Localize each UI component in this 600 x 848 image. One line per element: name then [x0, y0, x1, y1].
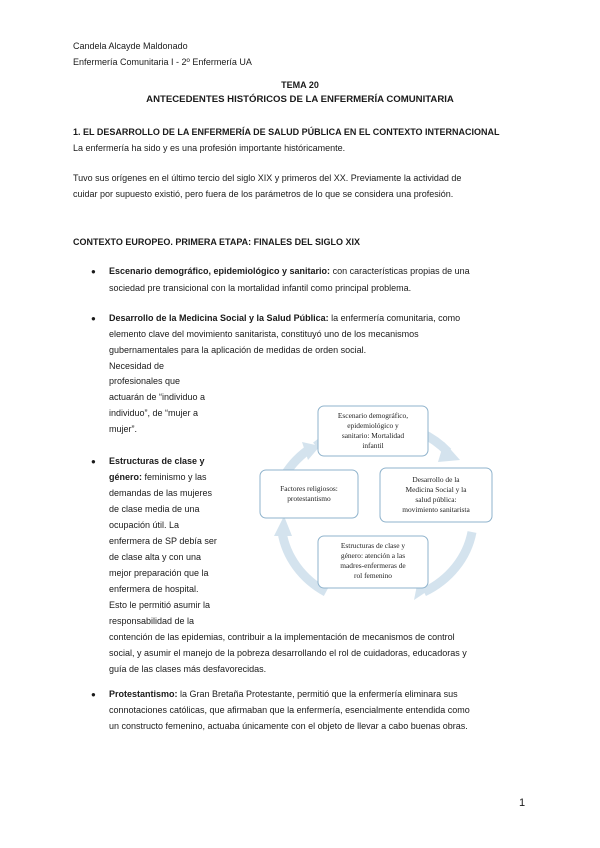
bullet-2-line-5: profesionales que: [109, 376, 181, 386]
bullet-3-line-6: enfermera de SP debía ser: [109, 536, 217, 546]
bullet-3-line-13: social, y asumir el manejo de la pobreza desarrollando el rol de cuidadoras, educadoras y: [109, 648, 467, 658]
section2-heading: CONTEXTO EUROPEO. PRIMERA ETAPA: FINALES DEL SIGLO XIX: [73, 237, 361, 247]
bullet-3-line-7: de clase alta y con una: [109, 552, 202, 562]
bullet-3-text-2: feminismo y las: [142, 472, 207, 482]
bullet-3-line-2: [109, 471, 207, 483]
bullet-4-term: Protestantismo:: [109, 689, 178, 699]
diagram-bottom-line-4: rol femenino: [354, 571, 392, 580]
bullet-3-line-10: Esto le permitió asumir la: [109, 600, 211, 610]
author-name: Candela Alcayde Maldonado: [73, 41, 188, 51]
diagram-left-line-1: Factores religiosos:: [280, 484, 338, 493]
diagram-bottom-line-2: género: atención a las: [340, 551, 406, 560]
diagram-top-line-3: sanitario: Mortalidad: [341, 431, 405, 440]
bullet-3-line-14: guía de las clases más desfavorecidas.: [109, 664, 267, 674]
bullet-2-line-2: elemento clave del movimiento sanitarista, constituyó uno de los mecanismos: [109, 329, 419, 339]
diagram-left-line-2: protestantismo: [287, 494, 331, 503]
diagram-right-line-3: salud pública:: [415, 495, 457, 504]
page-number: 1: [519, 797, 526, 809]
bullet-4-line-3: un constructo femenino, actuaba únicamente con el objeto de llevar a cabo buenas obras.: [109, 721, 468, 731]
diagram-right-line-2: Medicina Social y la: [405, 485, 467, 494]
bullet-2-line-1: [109, 312, 460, 324]
bullet-1-line-2: sociedad pre transicional con la mortalidad infantil como principal problema.: [109, 283, 412, 293]
bullet-3-line-11: responsabilidad de la: [109, 616, 195, 626]
diagram-top-line-2: epidemiológico y: [347, 421, 399, 430]
bullet-1-term: Escenario demográfico, epidemiológico y sanitario:: [109, 266, 331, 276]
diagram-box-left: [260, 470, 358, 518]
bullet-3-line-12: contención de las epidemias, contribuir a la implementación de mecanismos de control: [109, 632, 455, 642]
bullet-2-dot: ●: [91, 314, 96, 323]
bullet-3-line-9: enfermera de hospital.: [109, 584, 199, 594]
bullet-3-dot: ●: [91, 457, 96, 466]
diagram-bottom-line-1: Estructuras de clase y: [340, 541, 406, 550]
bullet-3-line-8: mejor preparación que la: [109, 568, 209, 578]
bullet-4-text: la Gran Bretaña Protestante, permitió que la enfermería eliminara sus: [177, 689, 458, 699]
bullet-3-line-5: ocupación útil. La: [109, 520, 180, 530]
diagram-top-line-4: infantil: [362, 441, 384, 450]
diagram-box-bottom: [318, 536, 428, 588]
bullet-3-term-line-1: Estructuras de clase y: [109, 456, 205, 466]
bullet-2-line-7: individuo”, de “mujer a: [109, 408, 199, 418]
bullet-2-line-3: gubernamentales para la aplicación de medidas de orden social.: [109, 345, 367, 355]
bullet-4-line-2: connotaciones católicas, que afirmaban que la enfermería, esencialmente entendida como: [109, 705, 470, 715]
course-name: Enfermería Comunitaria I - 2º Enfermería UA: [73, 57, 252, 67]
page-title: ANTECEDENTES HISTÓRICOS DE LA ENFERMERÍA COMUNITARIA: [146, 94, 454, 105]
bullet-3-line-3: demandas de las mujeres: [109, 488, 213, 498]
bullet-1-dot: ●: [91, 267, 96, 276]
bullet-2-line-8: mujer”.: [109, 424, 138, 434]
section1-paragraph-2-line-1: Tuvo sus orígenes en el último tercio del siglo XIX y primeros del XX. Previamente la actividad de: [73, 173, 462, 183]
bullet-2-line-6: actuarán de “individuo a: [109, 392, 206, 402]
bullet-2-text: la enfermería comunitaria, como: [328, 313, 461, 323]
diagram-right-line-4: movimiento sanitarista: [402, 505, 470, 514]
section1-heading: 1. EL DESARROLLO DE LA ENFERMERÍA DE SALUD PÚBLICA EN EL CONTEXTO INTERNACIONAL: [73, 127, 500, 137]
diagram-right-line-1: Desarrollo de la: [412, 475, 460, 484]
tema-number: TEMA 20: [281, 80, 319, 90]
bullet-3-line-4: de clase media de una: [109, 504, 200, 514]
diagram-box-top: [318, 406, 428, 456]
bullet-1-text: con características propias de una: [330, 266, 470, 276]
diagram-box-right: [380, 468, 492, 522]
section1-paragraph-1: La enfermería ha sido y es una profesión importante históricamente.: [73, 143, 346, 153]
bullet-2-line-4: Necesidad de: [109, 361, 165, 371]
bullet-1-line-1: [109, 265, 470, 277]
section1-paragraph-2-line-2: cuidar por supuesto existió, pero fuera de los parámetros de lo que se considera una profesión.: [73, 189, 454, 199]
cycle-diagram: [258, 402, 498, 610]
bullet-3-term-line-2: género:: [109, 472, 143, 482]
bullet-4-line-1: [109, 688, 458, 700]
bullet-4-dot: ●: [91, 690, 96, 699]
diagram-top-line-1: Escenario demográfico,: [337, 411, 409, 420]
diagram-bottom-line-3: madres-enfermeras de: [340, 561, 406, 570]
bullet-2-term: Desarrollo de la Medicina Social y la Salud Pública:: [109, 313, 329, 323]
